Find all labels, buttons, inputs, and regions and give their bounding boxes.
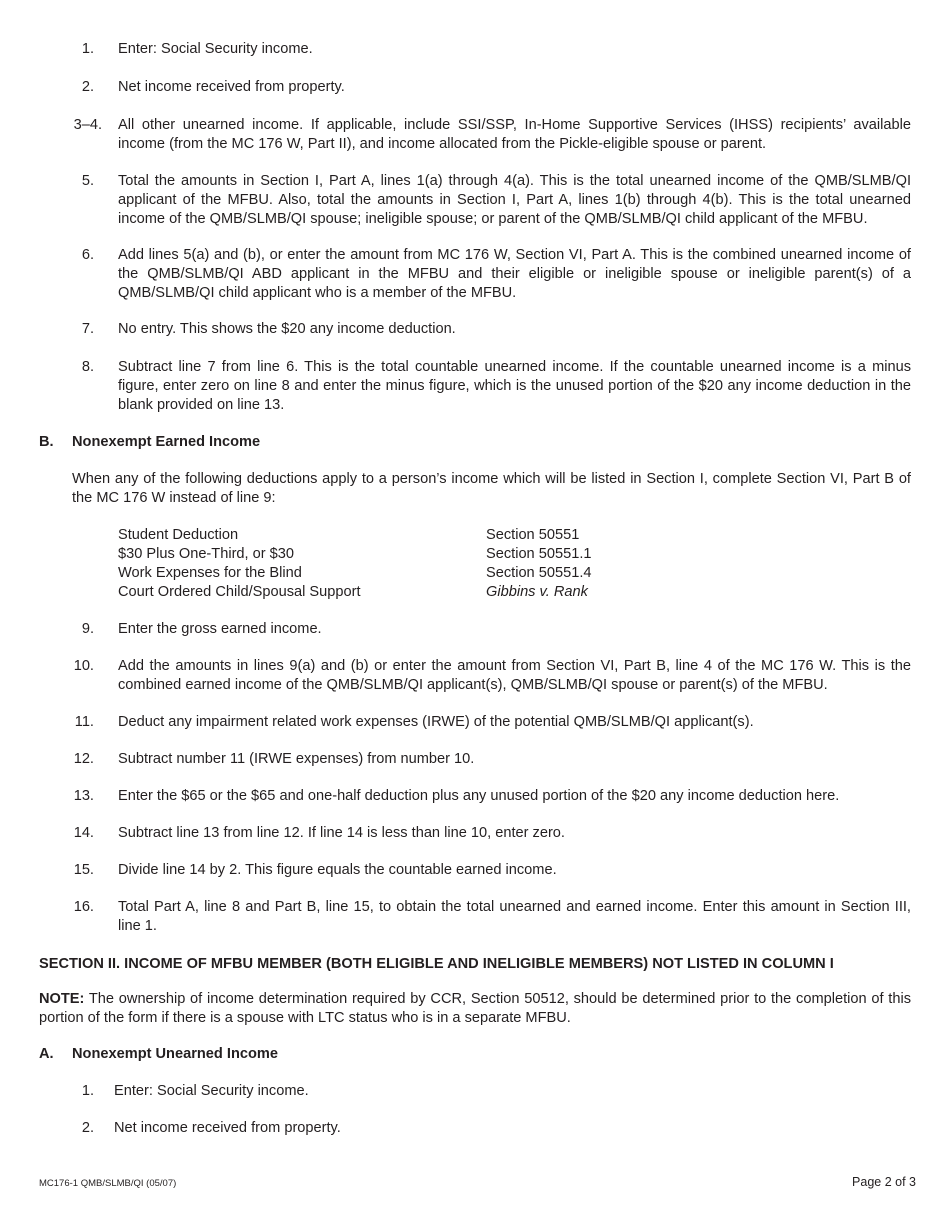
item-text: Enter the $65 or the $65 and one-half deduction plus any unused portion of the $20 any income deduction here. [118, 788, 840, 804]
item-number: 10. [73, 658, 94, 674]
item-text: Add the amounts in lines 9(a) and (b) or enter the amount from Section VI, Part B, line 4 of the MC 176 W. This is the combined earned income of the QMB/SLMB/QI applicant(s), QMB/SLMB/QI spouse or parent(s) of the MFBU. [118, 658, 911, 693]
deduction-name: $30 Plus One-Third, or $30 [118, 546, 295, 562]
item-number: 14. [73, 825, 94, 841]
deduction-name: Work Expenses for the Blind [118, 565, 302, 581]
item-number: 16. [73, 899, 94, 915]
note-label: NOTE: [39, 991, 85, 1007]
note-paragraph [39, 990, 911, 1028]
item-text: Total Part A, line 8 and Part B, line 15, to obtain the total unearned and earned income. Enter this amount in Section III, line 1. [118, 899, 911, 934]
item-text: Subtract line 13 from line 12. If line 14 is less than line 10, enter zero. [118, 825, 565, 841]
deduction-name: Student Deduction [118, 527, 239, 543]
item-number: 7. [81, 321, 94, 337]
item-text: All other unearned income. If applicable, include SSI/SSP, In-Home Supportive Services (IHSS) recipients’ available income (from the MC 176 W, Part II), and income allocated from the Pickle-eligible spouse or parent. [118, 117, 911, 152]
item-text: Net income received from property. [114, 1120, 341, 1136]
item-number: 1. [81, 41, 94, 57]
page-number: Page 2 of 3 [852, 1175, 916, 1189]
item-number: 1. [81, 1083, 94, 1099]
item-number: 15. [73, 862, 94, 878]
section-letter: A. [39, 1046, 54, 1062]
item-number: 5. [81, 173, 94, 189]
item-number: 2. [81, 1120, 94, 1136]
section-heading: Nonexempt Earned Income [72, 434, 261, 450]
deduction-reference: Section 50551.1 [486, 546, 592, 562]
deduction-reference: Gibbins v. Rank [486, 584, 588, 600]
item-number: 8. [81, 359, 94, 375]
item-text: Subtract line 7 from line 6. This is the total countable unearned income. If the countable unearned income is a minus figure, enter zero on line 8 and enter the minus figure, which is the unused portion of the $20 any income deduction in the blank provided on line 13. [118, 359, 911, 413]
item-number: 6. [81, 247, 94, 263]
item-text: Add lines 5(a) and (b), or enter the amount from MC 176 W, Section VI, Part A. This is the combined unearned income of the QMB/SLMB/QI ABD applicant in the MFBU and their eligible or ineligible spouse or ineligible parent(s) of a QMB/SLMB/QI child applicant who is a member of the MFBU. [118, 247, 911, 301]
intro-paragraph: When any of the following deductions apply to a person’s income which will be listed in Section I, complete Section VI, Part B of the MC 176 W instead of line 9: [72, 471, 911, 506]
item-text: Divide line 14 by 2. This figure equals the countable earned income. [118, 862, 557, 878]
item-text: Total the amounts in Section I, Part A, lines 1(a) through 4(a). This is the total unearned income of the QMB/SLMB/QI applicant of the MFBU. Also, total the amounts in Section I, Part A, lines 1(b) through 4(b). This is the total unearned income of the QMB/SLMB/QI spouse; ineligible spouse; or parent of the QMB/SLMB/QI child applicant of the MFBU. [118, 173, 911, 227]
section-heading: Nonexempt Unearned Income [72, 1046, 278, 1062]
item-number: 12. [73, 751, 94, 767]
deduction-reference: Section 50551 [486, 527, 580, 543]
item-text: Subtract number 11 (IRWE expenses) from number 10. [118, 751, 475, 767]
item-number: 11. [74, 714, 94, 730]
item-text: Deduct any impairment related work expenses (IRWE) of the potential QMB/SLMB/QI applicant(s). [118, 714, 754, 730]
item-number: 3–4. [73, 117, 102, 133]
deduction-reference: Section 50551.4 [486, 565, 592, 581]
item-number: 2. [81, 79, 94, 95]
item-text: Enter: Social Security income. [118, 41, 313, 57]
item-number: 9. [81, 621, 94, 637]
item-text: Net income received from property. [118, 79, 345, 95]
form-id: MC176-1 QMB/SLMB/QI (05/07) [39, 1178, 177, 1189]
item-text: Enter the gross earned income. [118, 621, 322, 637]
section-title: SECTION II. INCOME OF MFBU MEMBER (BOTH ELIGIBLE AND INELIGIBLE MEMBERS) NOT LISTED IN COLUMN I [39, 956, 834, 972]
section-letter: B. [39, 434, 54, 450]
deduction-name: Court Ordered Child/Spousal Support [118, 584, 361, 600]
note-text: The ownership of income determination required by CCR, Section 50512, should be determined prior to the completion of this portion of the form if there is a spouse with LTC status who is in a separate MFBU. [39, 991, 911, 1026]
item-text: Enter: Social Security income. [114, 1083, 309, 1099]
item-number: 13. [73, 788, 94, 804]
item-text: No entry. This shows the $20 any income deduction. [118, 321, 456, 337]
